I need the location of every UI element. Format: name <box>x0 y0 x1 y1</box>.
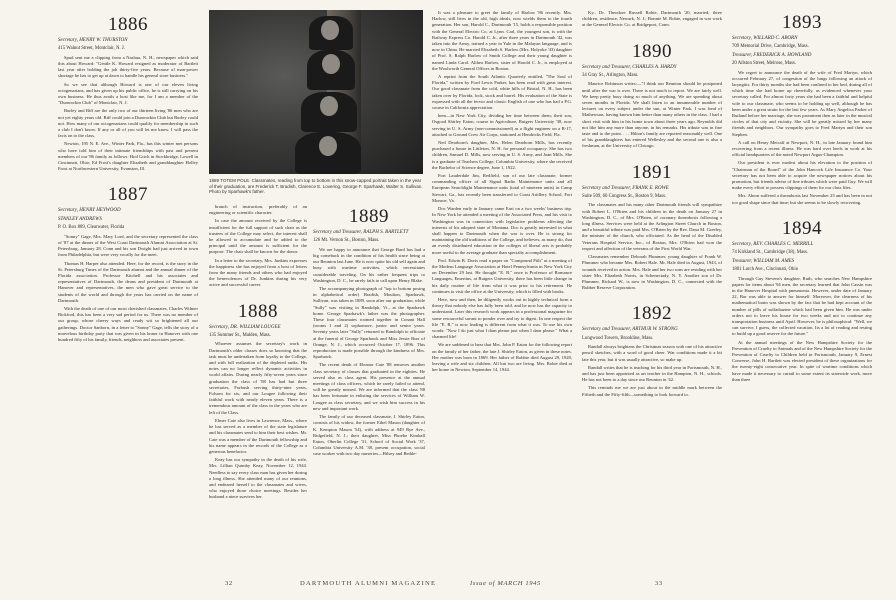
paragraph: Randall always brightens the Christmas season with one of his attractive pencil sketches, with a word of good cheer. War conditions made it a bit late this year, but it was usually attractive, so make up. <box>582 344 722 362</box>
paragraph: It was a pleasure to greet the family of Harlow '86 recently. Mrs. Harlow, still lives in the old, high ideals, now wields them to the fourth generation. Her son, Harold C., Dartmouth '15, holds a responsible position with the General Electric Co. at Lynn. Carl, the youngest son, is with the Railway Express Co. Harold C. Jr., after three years in Dartmouth '42, was taken into the Army, trained a year in Yale in the Malayan language, and is now in China. He married Elizabeth S. Harlow (Mrs. Holyoke '43) daughter of Prof. S. Ralph Harlow of Smith College and their young daughter is named Linda Carol. Althea Harlow, sister of Harold C. Jr., is employed at the Woolworth General Offices in Boston. <box>432 10 572 71</box>
paragraph: Classmates remember Deborah Plummer, young daughter of Frank W. Plummer who became Mrs. Robert Hale. Mr. Hale died in August, 1943, of wounds received in action. Mrs. Hale and her two sons are residing with her sister Mrs. Elizabeth Norris, in Schenectady, N. Y. Another son of Dr. Plummer, Richard W., is now in Washington, D. C., connected with the Rubber Reserve Corporation. <box>582 254 722 291</box>
paragraph: Whoever assumes the secretary's work in Dartmouth's older classes does so knowing that the task must be undertaken from loyalty to the College, and with full realization of the depleted ranks. His notes can no longer reflect dynamic activities in world affairs. During nearly fifty-seven years since graduation the class of '88 has had but three secretaries, Forbush serving thirty-nine years, Folsom for six, and our Lougee following their faithful work with nearly eleven years. There is a tremendous amount of the class in the years who are left of the Class. <box>209 341 307 415</box>
class-secretary: Secretary, HENRY HEYWOOD <box>58 208 121 214</box>
photo-caption: 1889 TOTEM POLE. Classmates, reading from top to bottom in this snow-capped portrait taken in the year of their graduation, are Frederick T. Bradish, Clarence E. Lovering, George F. Sparhawk, Walter S. Sullivan. Photo by Sparhawk's father. <box>209 178 423 195</box>
page-number-left: 32 <box>225 580 233 587</box>
class-year-heading: 1894 <box>782 217 822 239</box>
paragraph: So we see that although Howard is one of our eleven living octogenarians, and has given up his public office, he is still carrying on his own business. He thus avails a host like me, for I am a member of the "Dunworkin Club" of Montclair, N. J. <box>58 81 198 106</box>
class-year-heading: 1889 <box>349 206 389 227</box>
paragraph: Prof. Edwin B. Davis read a paper on "Compound Pith" at a meeting of the Modern Language Association at Hotel Pennsylvania in New York City on December 29 last. He thought "E. B." once is Professor of Romance Languages, Emeritus, at Rutgers University, there has been little change in his daily routine of life from what it was prior to his retirement. He continues to visit the office at the University, which is filled with books. <box>432 257 572 294</box>
column-4 <box>432 10 572 375</box>
secretary-address: Suite 509, 60 Congress St., Boston 9, Mass. <box>582 194 667 200</box>
paragraph: Thomas H. Harper also attended. Here, for the record, is the story in the St. Petersburg Times of the Dartmouth alumni and the annual dinner of the Florida association. Professor Kitchell and his associates and representatives of Dartmouth, the deans and president of Dartmouth at Hanover and representatives, the men who gave great service to the students of the world and through the years has carried on the name of Dartmouth. <box>58 260 198 303</box>
column-5 <box>582 10 722 400</box>
class-secretary-name: STANLEY ANDREWS <box>58 216 102 222</box>
paragraph: With the death of one of our most cherished classmates, Charles Wilmer Bickford, this has been a very sad period for us. There was no member of our group, whose cheery ways and ready wit so brightened all our gatherings. Doctor Sanborn, in a letter to "Sonny" Gage, tells the story of a marvelous birthday party that was given in his honor in Hanover with one hundred fifty of his family, friends, neighbors and associates present. <box>58 305 198 342</box>
treasurer-address: 20 Allston Street, Melrose, Mass. <box>732 61 797 67</box>
class-year-heading: 1890 <box>632 40 672 62</box>
page-number-right: 33 <box>655 580 663 587</box>
paragraph: In a letter to the secretary, Mrs. Junkins expresses the happiness she has enjoyed from a host of letters from the many friends and others who had enjoyed the benevolences of Dr. Junkins during his very active and successful career. <box>209 257 307 288</box>
paragraph: A reprint from the South Atlantic Quarterly entitled, "The Soul of Florida," written by Ford Lewis Parker, has been read with great interest. Our good classmate from the cold, white hills of Bristol, N. H., has been taken over by Florida, lock, stock and barrel. His evaluation of the State is expressed with all the fervor and classic English of one who has had a P.G. course in California appreciation. <box>432 74 572 111</box>
paragraph: Ky.; Dr. Theodore Russell Robie, Dartmouth '20, married; three children, residence, Newark, N. J.; Bonnie M. Robie, engaged in war work at the General Electric Co. at Bridgeport, Conn. <box>582 10 722 28</box>
paragraph: hem—in New York City, dividing her time between them; their son, Osgood Shirley Eaton, course in Agriculture, Rutgers University '38, now serving in U. S. Army (non-commissioned) as a flight engineer on a B-17, attached to Ground Crew Air Corps, stationed at Hendricks Field, Fla. <box>432 113 572 137</box>
paragraph: The recent death of Eleanor Cate '88 removes another class secretary of classes that graduated in the eighties. He served also as class agent. His presence at the annual meetings of class officers, which he rarely failed to attend, will be greatly missed. We are informed that the class '88 has been fortunate in enlisting the services of William W. Lougee as class secretary, and we wish him success in his new and important work. <box>313 362 425 411</box>
paragraph: Elmer Cate also lives in Lawrence, Mass., where he has served as a member of the state legislature and his classmates send to him their best wishes. Mr. Cate was a member of the Dartmouth fellowship and his name appears in the records of the College as a generous benefactor. <box>209 417 307 454</box>
column-6 <box>732 10 872 385</box>
class-secretary: Secretary, DR. WILLIAM LOUGEE <box>209 324 281 330</box>
paragraph: Through Guy Stevens's daughter, Ruth, who searches New Hampshire papers for items about '94 men, the secretary learned that John Cassin was in the Hanover Hospital with pneumonia. However, under date of January 22, Bar was able to answer for himself. Moreover, the clearness of his mathematical brain was shown by the fact that he had kept account of the number of pills of sulfadiazine which had been given him. He was under orders not to leave his house for two weeks and not to continue any transportation business until April. However, he is philosophical: "Well, we can survive, I guess, the collected vacation. Its a lot of reading and resting to build up a good reserve for the future." <box>732 275 872 337</box>
paragraph: Randall writes that he is teaching for his third year in Portsmouth, N. H., and has just been appointed as art teacher in the Hampton, N. H., schools. He has not been to a day since our Reunion in '42. <box>582 364 722 383</box>
secretary-address: 415 Walnut Street, Montclair, N. J. <box>58 46 125 52</box>
class-year-heading: 1892 <box>632 303 672 325</box>
column-2 <box>209 204 307 503</box>
class-secretary: Secretary, REV. CHARLES C. MERRILL <box>732 241 814 247</box>
magazine-title: DARTMOUTH ALUMNI MAGAZINE <box>300 580 437 587</box>
secretary-address: 34 Gray St., Arlington, Mass. <box>582 73 639 79</box>
paragraph: At the annual meetings of the New Hampshire Society for the Prevention of Cruelty to Animals and of the New Hampshire Society for the Prevention of Cruelty to Children held in Portsmouth, January 9, Ernest Converse, John H. Bartlett was elected president of these organizations for the twenty-eight consecutive year. In spite of wartime conditions which have made it necessary to curtail to some extent its statewide work, more than three <box>732 339 872 382</box>
paragraph: Mrs. Aborn suffered a thrombosis last November 25 and has been in not too good shape since that time; but she seems to be slowly recovering. <box>732 193 872 205</box>
paragraph: Doc Warden early in January came East on a two weeks' business trip. In New York he attended a meeting of the Associated Press, and his visit to Washington was in connection with legislative problems affecting the interests of his adopted state of Montana. Doc is greatly interested in what shall happen to Dartmouth when the war is over. He is strong for maintaining the old traditions of the College, and believes, as many do, that an evenly distributed education in the colleges of liberal arts is probably more useful to the average graduate than specialty accomplishment. <box>432 206 572 255</box>
paragraph: We are happy to announce that George Bard has had a big comeback in the condition of his health since being at our Reunion last June. He is now quite his old self again and busy with wartime activities, which necessitates considerable traveling. On his rather frequent trips to Washington, D. C., he rarely fails to call upon Henry Blake. <box>313 246 425 283</box>
paragraph: "Sonny" Gage, Mrs. Mary Lord, and the secretary represented the class of '87 at the dinner of the West Coast Dartmouth Alumni Association at St. Petersburg, January 28. Conn and his son Dwight had just arrived in town from Philadelphia, but were very vocally for the meet. <box>58 233 198 258</box>
paragraph: The classmates and his many other Dartmouth friends will sympathize with Robert L. O'Brien and his children in the death on January 27 in Washington, D. C., of Mrs. O'Brien, of coronary thrombosis following a long illness. Services were held at the Arlington Street Church in Boston, and a beautiful tribute was paid Mrs. O'Brien by the Rev. Dana M. Greeley, the minister of the church, who officiated. As the head of the Disabled Veterans Hospital Service, Inc., of Boston, Mrs. O'Brien had won the respect and affection of the veterans of the First World War. <box>582 202 722 251</box>
class-treasurer: Treasurer, FREDERICK A. HOWLAND <box>732 52 812 58</box>
class-year-heading: 1891 <box>632 161 672 183</box>
column-3 <box>313 204 425 460</box>
paragraph: The accompanying photograph of "top to bottom posing in alphabetical order) Bradish, Moulton, Sparhawk, Sullivan, was taken in 1889, soon after our graduation, while "Sully" was visiting in Randolph, Vt., at the Sparhawk home. George Sparhawk's father was the photographer. These four classmates roomed together in Conant Hall (rooms 1 and 2) sophomore, junior and senior years. Seventy years later "Sully" returned to Randolph to officiate at the funeral of George Sparhawk and Miss Jessie Burr of Orange, N. J., which occurred October 17, 1896. This reproduction is made possible through the kindness of Mrs. Sparhawk. <box>313 286 426 360</box>
paragraph: The family of our deceased classmate, J. Shirley Eaton, consists of his widow, the former Ethel Mason (daughter of K. Kempton Mason '54), with address at 949 Rye Ave., Ridgefield, N. J.; their daughter, Miss Phoebe Kimball Eaton, Oberlin College '31, School of Social Work '37, Columbia University A.M. '38, present occupation, social case worker with two day nurseries—Hilsey and Bethle- <box>313 414 425 457</box>
class-secretary: Secretary, WILLARD C. ABORN <box>732 36 798 41</box>
paragraph: Maurice Robinson writes:—"I think our Reunion should be postponed until after the war is over. There is not much to report. We are fairly well. We keep pretty busy doing so much of anything. We are spending about seven months in Florida. We shall listen to an innumerable number of lectures on every subject under the sun, at Winter Park. I was fond of Mathewson, having known him better than many others in the class. I had a short visit with him in his home town about three years ago. Reynolds did not like him any more than anyone, in his remarks. His tribute was in fine taste and to the point. . . . Hilton's family are reported reasonably well. One of his granddaughters has entered Wellesley and the second one is also a freshman, at the University of Chicago. <box>582 81 722 149</box>
class-year-heading: 1888 <box>238 300 278 322</box>
paragraph: Ned Dearborn's daughter, Mrs. Helen Dearborn Mills, has recently purchased a house in Littleton, N. H. for personal occupancy. She has two children, Samuel D. Mills, now serving in U. S. Army, and Joan Mills. She is a graduate of Teachers College, Columbia University, where she received the Bachelor of Science degree, June 1, 1922. <box>432 140 572 170</box>
paragraph: Burley and Biff are the only two of our thirteen living '86 men who are not yet eighty years old. Biff could join a Dunworkin Club but Burley could not. How many of our octogenarians could qualify for membership in such a club I don't know. If any or all of you will let me know, I will pass the facts on to the class. <box>58 108 198 139</box>
secretary-address: 709 Memorial Drive, Cambridge, Mass. <box>732 44 809 50</box>
secretary-address: Longwood Towers, Brookline, Mass. <box>582 335 654 341</box>
paragraph: Keay has our sympathy in the death of his wife, Mrs. Lillian Quimby Keay, November 12, 1944. Needless to say every class man has given her during a long illness. She attended many of our reunions, and endeared herself to the classmates and wives, who enjoyed those choice meetings. Besides her husband a niece survives her. <box>209 457 307 500</box>
class-year-heading: 1887 <box>108 184 148 206</box>
secretary-address: P. O. Box 889, Clearwater, Florida <box>58 225 125 231</box>
paragraph: branch of instruction, preferably of an engineering or scientific character. <box>209 204 307 216</box>
paragraph: We are saddened to hear that Mrs. John P. Eaton for the following report on the family of her father, the late J. Shirley Eaton, as given in these notes. Her mother was born in 1869. Her father of Robbie died August 29, 1928, leaving a wife and six children. All but two are living. Mrs. Robie died at her home in Newton, September 14, 1944. <box>432 342 572 373</box>
paragraph: A call on Henry Metcalf at Newport, N. H., in late January found him recovering from a recent illness. He was hard over heels in work at his official headquarters of the noted Newport Argus-Champion. <box>732 139 872 158</box>
treasurer-address: 1801 Larch Ave., Cincinnati, Ohio <box>732 267 799 273</box>
class-secretary: Secretary and Treasurer, CHARLES A. HARDY <box>582 64 677 70</box>
class-secretary: Secretary and Treasurer, RALPH S. BARTLETT <box>313 230 409 235</box>
totem-pole-photo <box>209 10 423 174</box>
issue-date: Issue of MARCH 1945 <box>470 580 541 587</box>
class-year-heading: 1893 <box>782 12 822 33</box>
column-1 <box>58 12 198 345</box>
class-treasurer: Treasurer, WILLIAM M. AMES <box>732 258 795 264</box>
class-secretary: Secretary and Treasurer, ARTHUR W. STRONG <box>582 327 678 333</box>
class-year-heading: 1886 <box>108 14 148 35</box>
secretary-address: 135 Summer St., Malden, Mass. <box>209 333 271 339</box>
paragraph: We regret to announce the death of the wife of Fred Martyn, which occurred February 27, of congestion of the lungs following an attack of laryngitis. For thirty months she had been confined to her bed, during all of which time she had borne up cheerfully, as evidenced whenever your secretary called. For almost forty years she had been a faithful and helpful wife to our classmate, who seems to be holding up well, although he has been under a great strain for the last few years. As Mary Angelica Parker of Rutland before her marriage, she was prominent then as later in the musical circles of that city and vicinity. She will be greatly missed by her many friends and neighbors. Our sympathy goes to Fred Martyn and their son Stephen. <box>732 69 872 137</box>
paragraph: Newton, 195 N. E. Ave., Winter Park, Fla., has this winter met persons who have told him of their intimate friendships with past and present members of our '86 family as follows: Hod Grich in Stockbridge, Lowell in Cincinnati, Ohio; Ed Frost's daughter Elizabeth and granddaughter Holley Frost at Northwestern University, Evanston, Ill. <box>58 141 198 172</box>
secretary-address: 126 Mt. Vernon St., Boston, Mass. <box>313 238 380 244</box>
paragraph: In case the amount received by the College is insufficient for the full support of such chair as the trustees of the College may select, the interest shall be allowed to accumulate and be added to the principal until the amount is sufficient for the purpose. The chair shall be known for the donor. <box>209 218 307 255</box>
secretary-address: 74 Kirkland St., Cambridge (38), Mass. <box>732 250 809 256</box>
paragraph: Our president is ever modest about his elevation to the position of "Chairman of the Board" of the John Hancock Life Insurance Co. Your secretary has not been able to acquire the newspaper notices about his promotion, but friends advise of fine tributes which were paid Guy. We will make every effort to possess clippings of them for our class files. <box>732 160 872 191</box>
class-secretary: Secretary and Treasurer, FRANK E. ROWE <box>582 185 669 191</box>
class-secretary: Secretary, HENRY W. THURSTON <box>58 38 128 43</box>
paragraph: Spud sent me a clipping from a Nashua, N. H., newspaper which said this about Howard: "Gentle K. Howard resigned as moderator of Bartlett last year after holding the job thirty-five years. Because of man-power shortage he has to get up at dawn to handle his general store business." <box>58 54 198 79</box>
paragraph: This reminds me we are just about in the middle mark between the Fiftieth and the Fifty-fifth—something to look forward to. <box>582 385 722 397</box>
paragraph: Fort Lauderdale Jim, Redfield, son of our late classmate, former commanding officer of all Signal Radio Maintenance units and all European Searchlight Maintenance units (total of nineteen units) in Camp Stewart, Ga., has recently been transferred to Coast Artillery School, Fort Monroe, Va. <box>432 173 572 203</box>
paragraph: Here, now and then, he diligently works out in highly technical form a theory that nobody else has fully been told, and he now has the capacity to understand. Later this research work appears in a professional magazine for some resourceful savant to ponder over and try to digest. In one respect the life "E. B." is now leading is different from what it was. To use his own words: "Now I do just what I darn please just when I darn please." What a charmed life! <box>432 296 572 340</box>
